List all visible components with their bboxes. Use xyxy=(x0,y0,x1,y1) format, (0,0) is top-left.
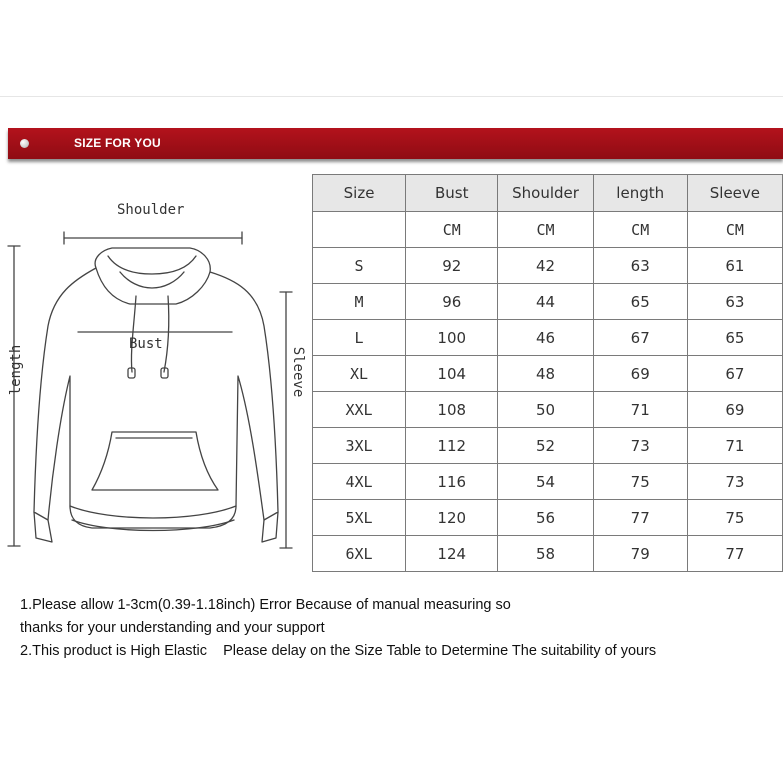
header-size: Size xyxy=(313,175,406,212)
size-cell: M xyxy=(313,284,406,320)
measure-cell: 67 xyxy=(687,356,782,392)
measure-cell: 92 xyxy=(406,248,498,284)
unit-cell: CM xyxy=(498,212,593,248)
hoodie-illustration xyxy=(0,176,312,576)
measure-cell: 67 xyxy=(593,320,687,356)
header-shoulder: Shoulder xyxy=(498,175,593,212)
table-row xyxy=(313,464,783,500)
measure-cell: 69 xyxy=(593,356,687,392)
table-row xyxy=(313,284,783,320)
size-cell: 6XL xyxy=(313,536,406,572)
measure-cell: 71 xyxy=(687,428,782,464)
size-cell: S xyxy=(313,248,406,284)
note-line-3: 2.This product is High Elastic Please delay on the Size Table to Determine The suitability of yours xyxy=(20,643,657,659)
note-line-1: 1.Please allow 1-3cm(0.39-1.18inch) Error Because of manual measuring so xyxy=(20,597,511,613)
measure-cell: 112 xyxy=(406,428,498,464)
measure-cell: 56 xyxy=(498,500,593,536)
measure-cell: 75 xyxy=(687,500,782,536)
measure-cell: 46 xyxy=(498,320,593,356)
measure-cell: 96 xyxy=(406,284,498,320)
measure-cell: 58 xyxy=(498,536,593,572)
measure-cell: 44 xyxy=(498,284,593,320)
note-line-2: thanks for your understanding and your support xyxy=(20,620,325,636)
table-row xyxy=(313,320,783,356)
size-cell: 5XL xyxy=(313,500,406,536)
measure-cell: 100 xyxy=(406,320,498,356)
measure-cell: 65 xyxy=(593,284,687,320)
table-row xyxy=(313,356,783,392)
units-row xyxy=(313,212,783,248)
length-label: length xyxy=(8,344,24,396)
measure-cell: 104 xyxy=(406,356,498,392)
table-row xyxy=(313,500,783,536)
measure-cell: 63 xyxy=(687,284,782,320)
top-divider xyxy=(0,96,783,97)
measure-cell: 108 xyxy=(406,392,498,428)
bullet-icon xyxy=(20,139,29,148)
bust-label: Bust xyxy=(129,336,163,352)
table-row xyxy=(313,248,783,284)
size-cell: 3XL xyxy=(313,428,406,464)
measure-cell: 52 xyxy=(498,428,593,464)
measure-cell: 73 xyxy=(687,464,782,500)
sleeve-label: Sleeve xyxy=(290,346,306,398)
size-banner xyxy=(8,128,783,159)
header-length: length xyxy=(593,175,687,212)
measure-cell: 73 xyxy=(593,428,687,464)
size-cell: XXL xyxy=(313,392,406,428)
measure-cell: 63 xyxy=(593,248,687,284)
measure-cell: 50 xyxy=(498,392,593,428)
shoulder-label: Shoulder xyxy=(117,202,185,218)
measure-cell: 42 xyxy=(498,248,593,284)
table-row xyxy=(313,428,783,464)
measure-cell: 124 xyxy=(406,536,498,572)
size-notes xyxy=(20,594,656,663)
unit-cell: CM xyxy=(687,212,782,248)
measure-cell: 77 xyxy=(687,536,782,572)
measure-cell: 77 xyxy=(593,500,687,536)
size-cell: L xyxy=(313,320,406,356)
unit-cell: CM xyxy=(593,212,687,248)
size-cell: XL xyxy=(313,356,406,392)
table-row xyxy=(313,392,783,428)
measure-cell: 54 xyxy=(498,464,593,500)
size-cell: 4XL xyxy=(313,464,406,500)
measure-cell: 79 xyxy=(593,536,687,572)
measure-cell: 69 xyxy=(687,392,782,428)
measure-cell: 120 xyxy=(406,500,498,536)
banner-title: SIZE FOR YOU xyxy=(74,136,161,150)
measure-cell: 48 xyxy=(498,356,593,392)
measure-cell: 65 xyxy=(687,320,782,356)
measure-cell: 61 xyxy=(687,248,782,284)
measure-cell: 75 xyxy=(593,464,687,500)
measure-cell: 116 xyxy=(406,464,498,500)
table-row xyxy=(313,536,783,572)
header-bust: Bust xyxy=(406,175,498,212)
hoodie-diagram xyxy=(0,176,312,576)
measure-cell: 71 xyxy=(593,392,687,428)
unit-cell xyxy=(313,212,406,248)
size-table xyxy=(312,174,783,572)
table-header-row xyxy=(313,175,783,212)
header-sleeve: Sleeve xyxy=(687,175,782,212)
unit-cell: CM xyxy=(406,212,498,248)
